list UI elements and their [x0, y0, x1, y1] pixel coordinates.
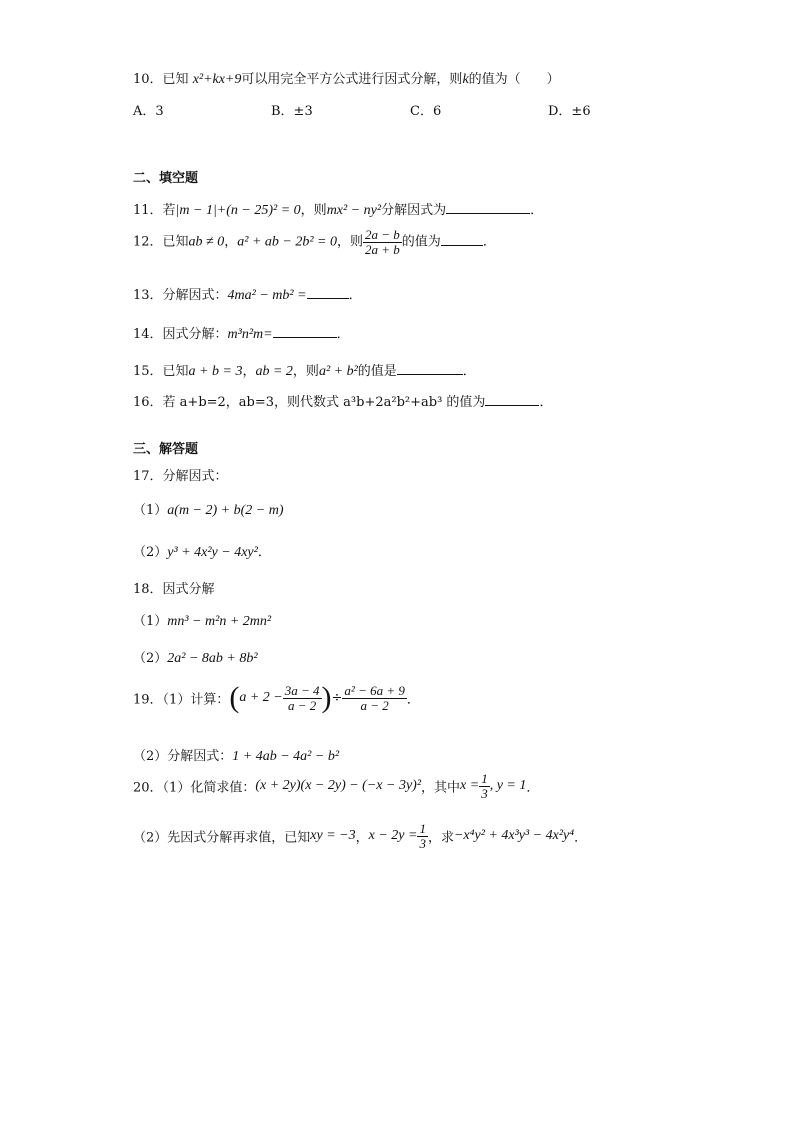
q15-expr2: ab = 2 — [255, 364, 293, 379]
q13-expr: 4ma² − mb² = — [227, 288, 307, 303]
q10-tail: 的值为（ ） — [468, 72, 560, 87]
section-solve: 三、解答题 — [133, 442, 199, 457]
q20-sep: ， — [355, 830, 369, 846]
q18-p2-label: （2） — [133, 651, 168, 666]
q10-option-d[interactable]: D．±6 — [548, 104, 591, 119]
q11-end: ． — [530, 203, 544, 218]
q16-end: ． — [539, 395, 553, 410]
q13-end: ． — [348, 288, 362, 303]
q20-cond-2: x − 2y = — [368, 828, 418, 844]
q19-frac2-den: a − 2 — [360, 697, 389, 713]
q13-answer-blank[interactable] — [307, 286, 349, 299]
q11-pre: 11．若 — [133, 203, 176, 218]
q20-p2-label: （2）先因式分解再求值，已知 — [133, 830, 311, 846]
q14-answer-blank[interactable] — [273, 325, 337, 338]
q12-expr1: ab ≠ 0 — [188, 234, 225, 250]
q15-end: ． — [462, 364, 476, 379]
q11-mid: ，则 — [300, 203, 327, 218]
q12-expr2: a² + ab − 2b² = 0 — [237, 234, 337, 250]
q15-expr3: a² + b² — [318, 364, 358, 379]
q20-p2-expr: −x⁴y² + 4x³y³ − 4x²y⁴ — [453, 828, 575, 844]
q12-numerator: 2a − b — [365, 227, 400, 242]
q11-expr2: mx² − ny² — [326, 203, 382, 218]
q19-end: ． — [406, 692, 420, 708]
q17-p1-label: （1） — [133, 503, 168, 518]
q20-p1-expr: (x + 2y)(x − 2y) − (−x − 3y)² — [255, 778, 422, 794]
q11-post: 分解因式为 — [381, 203, 447, 218]
q12-end: ． — [482, 234, 496, 250]
q15-pre: 15．已知 — [133, 364, 189, 379]
q17-p2-label: （2） — [133, 545, 168, 560]
question-20-part-1 — [133, 772, 539, 800]
q20-cond-num: 1 — [419, 821, 426, 836]
q19-fraction-1 — [283, 684, 322, 712]
q19-frac1-den: a − 2 — [287, 697, 317, 713]
q14-end: ． — [336, 327, 350, 342]
question-17-part-2 — [133, 541, 271, 561]
question-18-title: 18．因式分解 — [133, 582, 215, 597]
q16-answer-blank[interactable] — [485, 393, 539, 406]
q19-divide: ÷ — [331, 690, 343, 706]
q10-label: 10．已知 — [133, 72, 189, 87]
q14-pre: 14．因式分解： — [133, 327, 228, 342]
q12-sep: ， — [224, 234, 238, 250]
q18-p1-label: （1） — [133, 614, 168, 629]
q17-p2-end: ． — [257, 545, 271, 560]
q12-mid: ，则 — [337, 234, 364, 250]
q20-x-eq: x = — [460, 778, 480, 794]
q12-denominator: 2a + b — [365, 241, 400, 257]
q17-p1-expr: a(m − 2) + b(2 − m) — [167, 503, 284, 518]
q12-post: 的值为 — [401, 234, 441, 250]
question-13 — [133, 284, 362, 304]
question-18-part-2 — [133, 647, 258, 667]
q12-pre: 12．已知 — [133, 234, 189, 250]
q10-var: k — [462, 72, 469, 87]
q20-x-num: 1 — [481, 771, 488, 786]
question-11 — [133, 199, 543, 219]
q15-post: 的值是 — [357, 364, 397, 379]
q18-p2-expr: 2a² − 8ab + 8b² — [167, 651, 258, 666]
question-17-title: 17．分解因式： — [133, 469, 228, 484]
q15-mid: ，则 — [292, 364, 319, 379]
q20-ask: ，求 — [427, 830, 454, 846]
q19-frac1-num: 3a − 4 — [284, 682, 320, 698]
question-17-part-1 — [133, 499, 284, 519]
q20-x-fraction — [479, 772, 490, 800]
question-12 — [133, 228, 496, 256]
q19-left-paren: ( — [229, 681, 240, 714]
question-20-part-2 — [133, 822, 587, 850]
question-10 — [133, 68, 560, 88]
q12-fraction — [363, 228, 402, 256]
q19-p2-label: （2）分解因式： — [133, 749, 233, 764]
q20-mid: ，其中 — [421, 780, 461, 796]
q10-expr: x²+kx+9 — [192, 72, 242, 87]
q20-cond-fraction — [417, 822, 428, 850]
q16-text: 16．若 a+b=2，ab=3，则代数式 a³b+2a²b²+ab³ 的值为 — [133, 395, 486, 410]
q11-answer-blank[interactable] — [446, 201, 530, 214]
q19-frac2-num: a² − 6a + 9 — [344, 682, 405, 698]
question-19-part-1 — [133, 683, 420, 713]
q15-sep: ， — [242, 364, 256, 379]
q12-answer-blank[interactable] — [441, 233, 483, 246]
q10-option-c[interactable]: C．6 — [410, 104, 442, 119]
q20-y-eq: , y = 1 — [489, 778, 527, 794]
q19-lead: a + 2 − — [239, 690, 283, 705]
q17-p2-expr: y³ + 4x²y − 4xy² — [167, 545, 258, 560]
q18-p1-expr: mn³ − m²n + 2mn² — [167, 614, 272, 629]
q20-x-den: 3 — [481, 785, 488, 801]
q20-pre: 20．（1）化简求值： — [133, 780, 256, 796]
question-16 — [133, 391, 552, 410]
q13-pre: 13．分解因式： — [133, 288, 228, 303]
q10-option-a[interactable]: A．3 — [133, 104, 164, 119]
q19-p2-expr: 1 + 4ab − 4a² − b² — [232, 749, 340, 764]
question-18-part-1 — [133, 610, 271, 630]
q19-pre: 19．（1）计算： — [133, 692, 230, 708]
question-15 — [133, 360, 476, 380]
q19-right-paren: ) — [321, 681, 332, 714]
q20-end: ． — [526, 780, 540, 796]
q15-answer-blank[interactable] — [397, 362, 463, 375]
q10-option-b[interactable]: B．±3 — [271, 104, 313, 119]
q20-cond-den: 3 — [419, 835, 426, 851]
q19-fraction-2 — [342, 684, 406, 712]
q11-expr: |m − 1|+(n − 25)² = 0 — [175, 203, 301, 218]
q15-expr1: a + b = 3 — [188, 364, 243, 379]
q20-end2: ． — [574, 830, 588, 846]
q10-text: 可以用完全平方公式进行因式分解，则 — [241, 72, 463, 87]
question-19-part-2 — [133, 745, 339, 765]
q14-expr: m³n²m= — [227, 327, 273, 342]
question-14 — [133, 323, 350, 343]
section-fill-in: 二、填空题 — [133, 171, 199, 186]
q20-cond-1: xy = −3 — [310, 828, 356, 844]
